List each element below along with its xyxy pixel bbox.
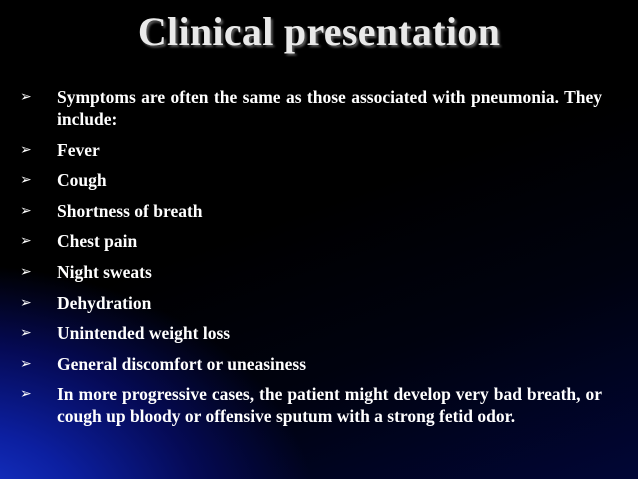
bullet-item [20,86,602,130]
arrow-bullet-icon: ➢ [20,355,32,372]
arrow-bullet-icon: ➢ [20,233,32,250]
bullet-text: General discomfort or uneasiness [57,353,307,374]
arrow-bullet-icon: ➢ [20,263,32,280]
bullet-text: Night sweats [57,261,152,282]
slide-title: Clinical presentation [137,9,501,54]
bullet-text: Shortness of breath [57,200,203,221]
bullet-item [20,169,602,191]
bullet-item [20,292,602,314]
bullet-item [20,383,602,427]
bullet-list [20,86,602,436]
arrow-bullet-icon: ➢ [20,202,32,219]
bullet-text: Chest pain [57,231,138,252]
arrow-bullet-icon: ➢ [20,141,32,158]
bullet-item [20,322,602,344]
bullet-text: In more progressive cases, the patient might develop very bad breath, or cough up bloody or offensive sputum with a strong fetid odor. [57,384,602,427]
bullet-text: Dehydration [57,292,152,313]
arrow-bullet-icon: ➢ [20,89,32,105]
bullet-text: Fever [57,139,100,160]
arrow-bullet-icon: ➢ [20,172,32,189]
arrow-bullet-icon: ➢ [20,294,32,311]
bullet-item [20,261,602,283]
bullet-item [20,200,602,222]
bullet-text: Symptoms are often the same as those associated with pneumonia. They include: [57,87,602,129]
bullet-item [20,353,602,375]
arrow-bullet-icon: ➢ [20,386,32,403]
bullet-item [20,139,602,161]
bullet-text: Unintended weight loss [57,323,231,344]
bullet-item [20,230,602,252]
bullet-text: Cough [57,170,107,191]
arrow-bullet-icon: ➢ [20,325,32,342]
